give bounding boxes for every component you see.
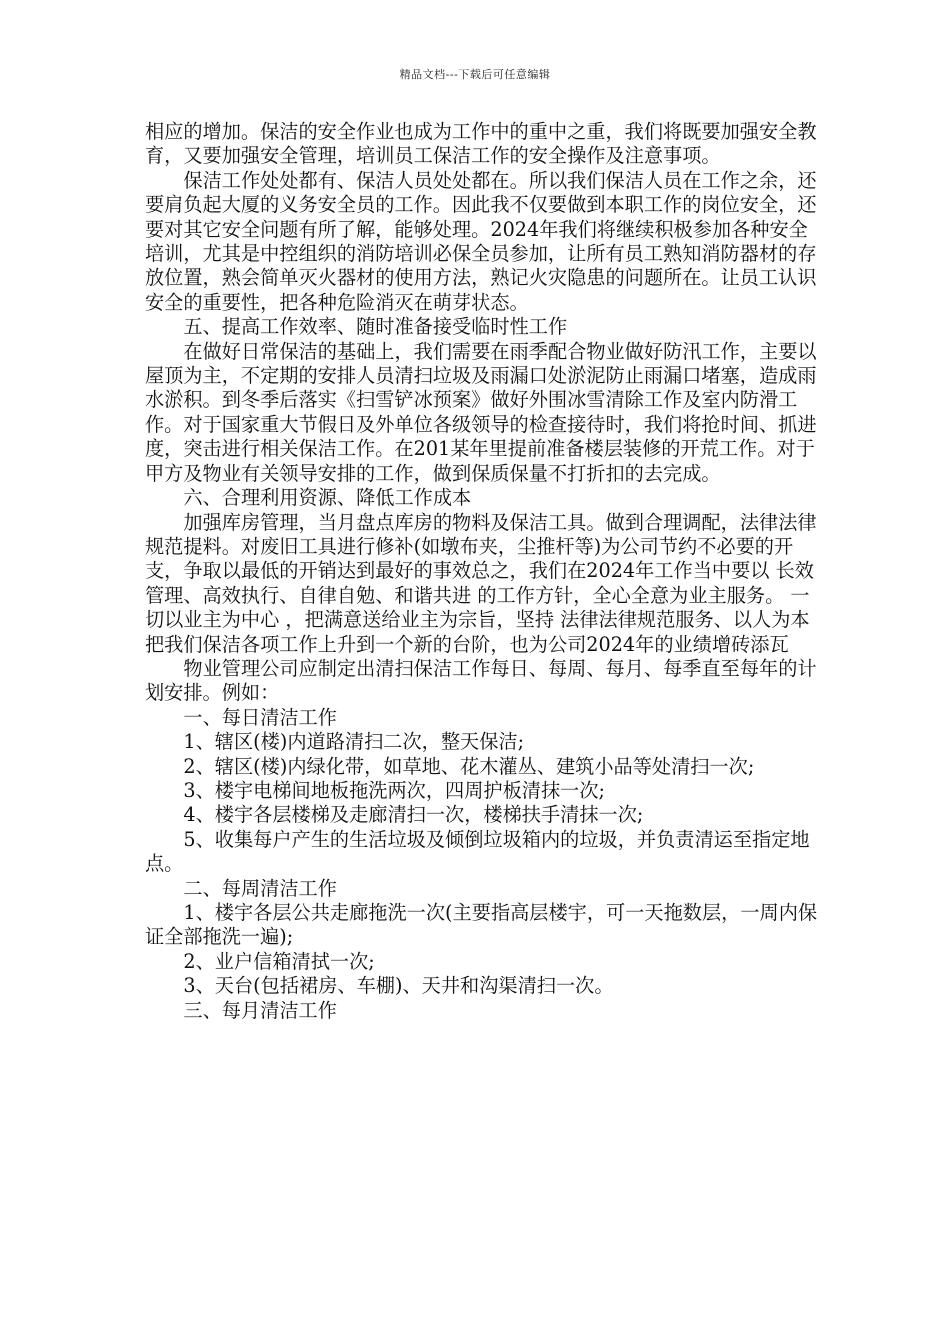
section-heading: 三、每月清洁工作 [183,998,337,1022]
paragraph: 相应的增加。保洁的安全作业也成为工作中的重中之重，我们将既要加强安全教育，又要加强安全管理，培训员工保洁工作的安全操作及注意事项。 [145,120,817,168]
page-header: 精品文档---下载后可任意编辑 [399,68,551,81]
section-heading: 六、合理利用资源、降低工作成本 [183,486,472,510]
list-item: 3、楼宇电梯间地板拖洗两次，四周护板清抹一次; [183,778,605,802]
paragraph: 加强库房管理，当月盘点库房的物料及保洁工具。做到合理调配，法律法律规范提料。对废旧工具进行修补(如墩布夹，尘推杆等)为公司节约不必要的开支，争取以最低的开销达到最好的事效总之，我们在2024年工作当中要以 长效管理、高效执行、自律自勉、和谐共进 的工作方针，全心全意为业主服务。 一切以业主为中心 ，把满意送给业主为宗旨，坚持 法律法律规范服务、以人为本 把我们保洁各项工作上升到一个新的台阶，也为公司2024年的业绩增砖添瓦 [145,510,817,656]
list-item: 3、天台(包括裙房、车棚)、天井和沟渠清扫一次。 [183,974,614,998]
document-body [145,120,825,1023]
section-heading: 二、每周清洁工作 [183,876,337,900]
list-item: 1、辖区(楼)内道路清扫二次，整天保洁; [183,730,525,754]
section-heading: 一、每日清洁工作 [183,705,337,729]
list-item: 4、楼宇各层楼梯及走廊清扫一次，楼梯扶手清抹一次; [183,803,644,827]
list-item: 2、业户信箱清拭一次; [183,949,375,973]
paragraph: 物业管理公司应制定出清扫保洁工作每日、每周、每月、每季直至每年的计划安排。例如： [145,656,817,705]
list-item: 1、楼宇各层公共走廊拖洗一次(主要指高层楼宇，可一天拖数层，一周内保证全部拖洗一遍); [145,901,818,949]
section-heading: 五、提高工作效率、随时准备接受临时性工作 [183,315,568,339]
list-item: 5、收集每户产生的生活垃圾及倾倒垃圾箱内的垃圾，并负责清运至指定地点。 [145,827,810,876]
paragraph: 在做好日常保洁的基础上，我们需要在雨季配合物业做好防汛工作，主要以屋顶为主，不定期的安排人员清扫垃圾及雨漏口处淤泥防止雨漏口堵塞，造成雨水淤积。到冬季后落实《扫雪铲冰预案》做好外围冰雪清除工作及室内防滑工作。对于国家重大节假日及外单位各级领导的检查接待时，我们将抢时间、抓进度，突击进行相关保洁工作。在201某年里提前准备楼层装修的开荒工作。对于甲方及物业有关领导安排的工作，做到保质保量不打折扣的去完成。 [145,339,817,485]
list-item: 2、辖区(楼)内绿化带，如草地、花木灌丛、建筑小品等处清扫一次; [183,754,755,778]
paragraph: 保洁工作处处都有、保洁人员处处都在。所以我们保洁人员在工作之余，还要肩负起大厦的义务安全员的工作。因此我不仅要做到本职工作的岗位安全，还要对其它安全问题有所了解，能够处理。2024年我们将继续积极参加各种安全培训，尤其是中控组织的消防培训必保全员参加，让所有员工熟知消防器材的存放位置，熟会简单灭火器材的使用方法，熟记火灾隐患的问题所在。让员工认识安全的重要性，把各种危险消灭在萌芽状态。 [145,168,817,314]
